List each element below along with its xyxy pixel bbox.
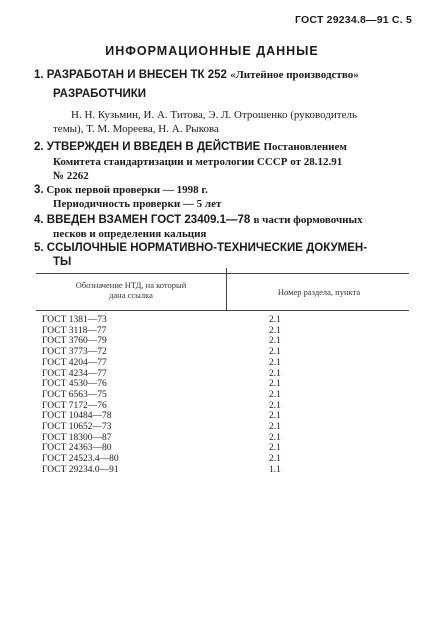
item-2-line-2: Комитета стандартизации и метрологии СССР от 28.12.91 <box>53 156 343 168</box>
item-2-heading <box>34 140 347 154</box>
item-1-heading-text: РАЗРАБОТАН И ВНЕСЕН ТК 252 <box>46 69 227 81</box>
item-5-heading <box>34 242 367 254</box>
item-3-number: 3. <box>34 184 44 196</box>
table-cell-section: 2.1 <box>269 454 281 465</box>
table-cell-section: 2.1 <box>269 411 281 422</box>
table-cell-document: ГОСТ 3760—79 <box>42 336 107 347</box>
table-cell-document: ГОСТ 3118—77 <box>42 325 107 336</box>
table-cell-section: 2.1 <box>269 443 281 454</box>
table-cell-document: ГОСТ 1381—73 <box>42 315 107 325</box>
table-header-document <box>40 280 222 300</box>
table-cell-section: 2.1 <box>269 432 281 443</box>
table-cell-section: 2.1 <box>269 422 281 432</box>
item-5-heading-line-2: ТЫ <box>53 256 72 268</box>
table-cell-document: ГОСТ 24523.4—80 <box>42 454 119 465</box>
section-title: ИНФОРМАЦИОННЫЕ ДАННЫЕ <box>105 44 319 58</box>
item-2-line-3: № 2262 <box>53 170 89 182</box>
table-header-document-line-1: Обозначение НТД, на который <box>75 280 187 290</box>
table-column-divider <box>226 268 227 310</box>
table-cell-document: ГОСТ 6563—75 <box>42 389 107 400</box>
table-cell-document: ГОСТ 18300—87 <box>42 432 112 443</box>
table-cell-document: ГОСТ 4530—76 <box>42 379 107 390</box>
item-4-heading <box>34 213 363 227</box>
item-1-subheading: РАЗРАБОТЧИКИ <box>53 88 146 100</box>
page-header: ГОСТ 29234.8—91 С. 5 <box>295 14 412 26</box>
table-header-section: Номер раздела, пункта <box>277 287 361 297</box>
table-cell-section: 2.1 <box>269 379 281 390</box>
item-1-heading-rest: «Литейное производство» <box>230 69 359 81</box>
table-cell-section: 2.1 <box>269 315 281 325</box>
item-2-number: 2. <box>34 141 44 153</box>
item-2-heading-text: УТВЕРЖДЕН И ВВЕДЕН В ДЕЙСТВИЕ <box>46 141 261 153</box>
table-cell-section: 2.1 <box>269 389 281 400</box>
item-1-line-2: темы), Т. М. Мореева, Н. А. Рыкова <box>53 123 219 135</box>
table-cell-document: ГОСТ 7172—76 <box>42 400 107 411</box>
table-cell-document: ГОСТ 10652—73 <box>42 422 112 432</box>
table-cell-document: ГОСТ 3773—72 <box>42 347 107 358</box>
item-4-number: 4. <box>34 214 44 226</box>
item-4-line-2: песков и определения кальция <box>53 228 207 240</box>
item-3-line-2: Периодичность проверки — 5 лет <box>53 198 222 210</box>
table-cell-section: 2.1 <box>269 325 281 336</box>
table-cell-section: 2.1 <box>269 347 281 358</box>
item-3-line-1-text: Срок первой проверки — 1998 г. <box>46 184 208 196</box>
table-header-document-line-2: дана ссылка <box>109 290 153 300</box>
table-cell-section: 2.1 <box>269 400 281 411</box>
table-top-rule <box>36 273 409 274</box>
item-5-number: 5. <box>34 242 44 254</box>
item-4-line-1-rest: в части формовочных <box>253 214 363 226</box>
table-cell-document: ГОСТ 4204—77 <box>42 357 107 368</box>
table-cell-document: ГОСТ 24363—80 <box>42 443 112 454</box>
table-cell-document: ГОСТ 4234—77 <box>42 368 107 379</box>
table-cell-section: 2.1 <box>269 368 281 379</box>
item-1-line-1: Н. Н. Кузьмин, И. А. Титова, Э. Л. Отрошенко (руководитель <box>71 109 357 121</box>
item-3-line-1 <box>34 183 208 197</box>
table-cell-document: ГОСТ 10484—78 <box>42 411 112 422</box>
table-cell-section: 1.1 <box>269 464 281 475</box>
table-cell-section: 2.1 <box>269 336 281 347</box>
item-1-number: 1. <box>34 69 44 81</box>
table-cell-section: 2.1 <box>269 357 281 368</box>
table-header-rule <box>36 310 409 311</box>
item-2-line-1-rest: Постановлением <box>263 141 347 153</box>
item-4-heading-text: ВВЕДЕН ВЗАМЕН ГОСТ 23409.1—78 <box>46 214 251 226</box>
table-cell-document: ГОСТ 29234.0—91 <box>42 464 119 475</box>
item-1-heading <box>34 68 359 82</box>
item-5-heading-line-1: ССЫЛОЧНЫЕ НОРМАТИВНО-ТЕХНИЧЕСКИЕ ДОКУМЕН- <box>46 242 368 254</box>
